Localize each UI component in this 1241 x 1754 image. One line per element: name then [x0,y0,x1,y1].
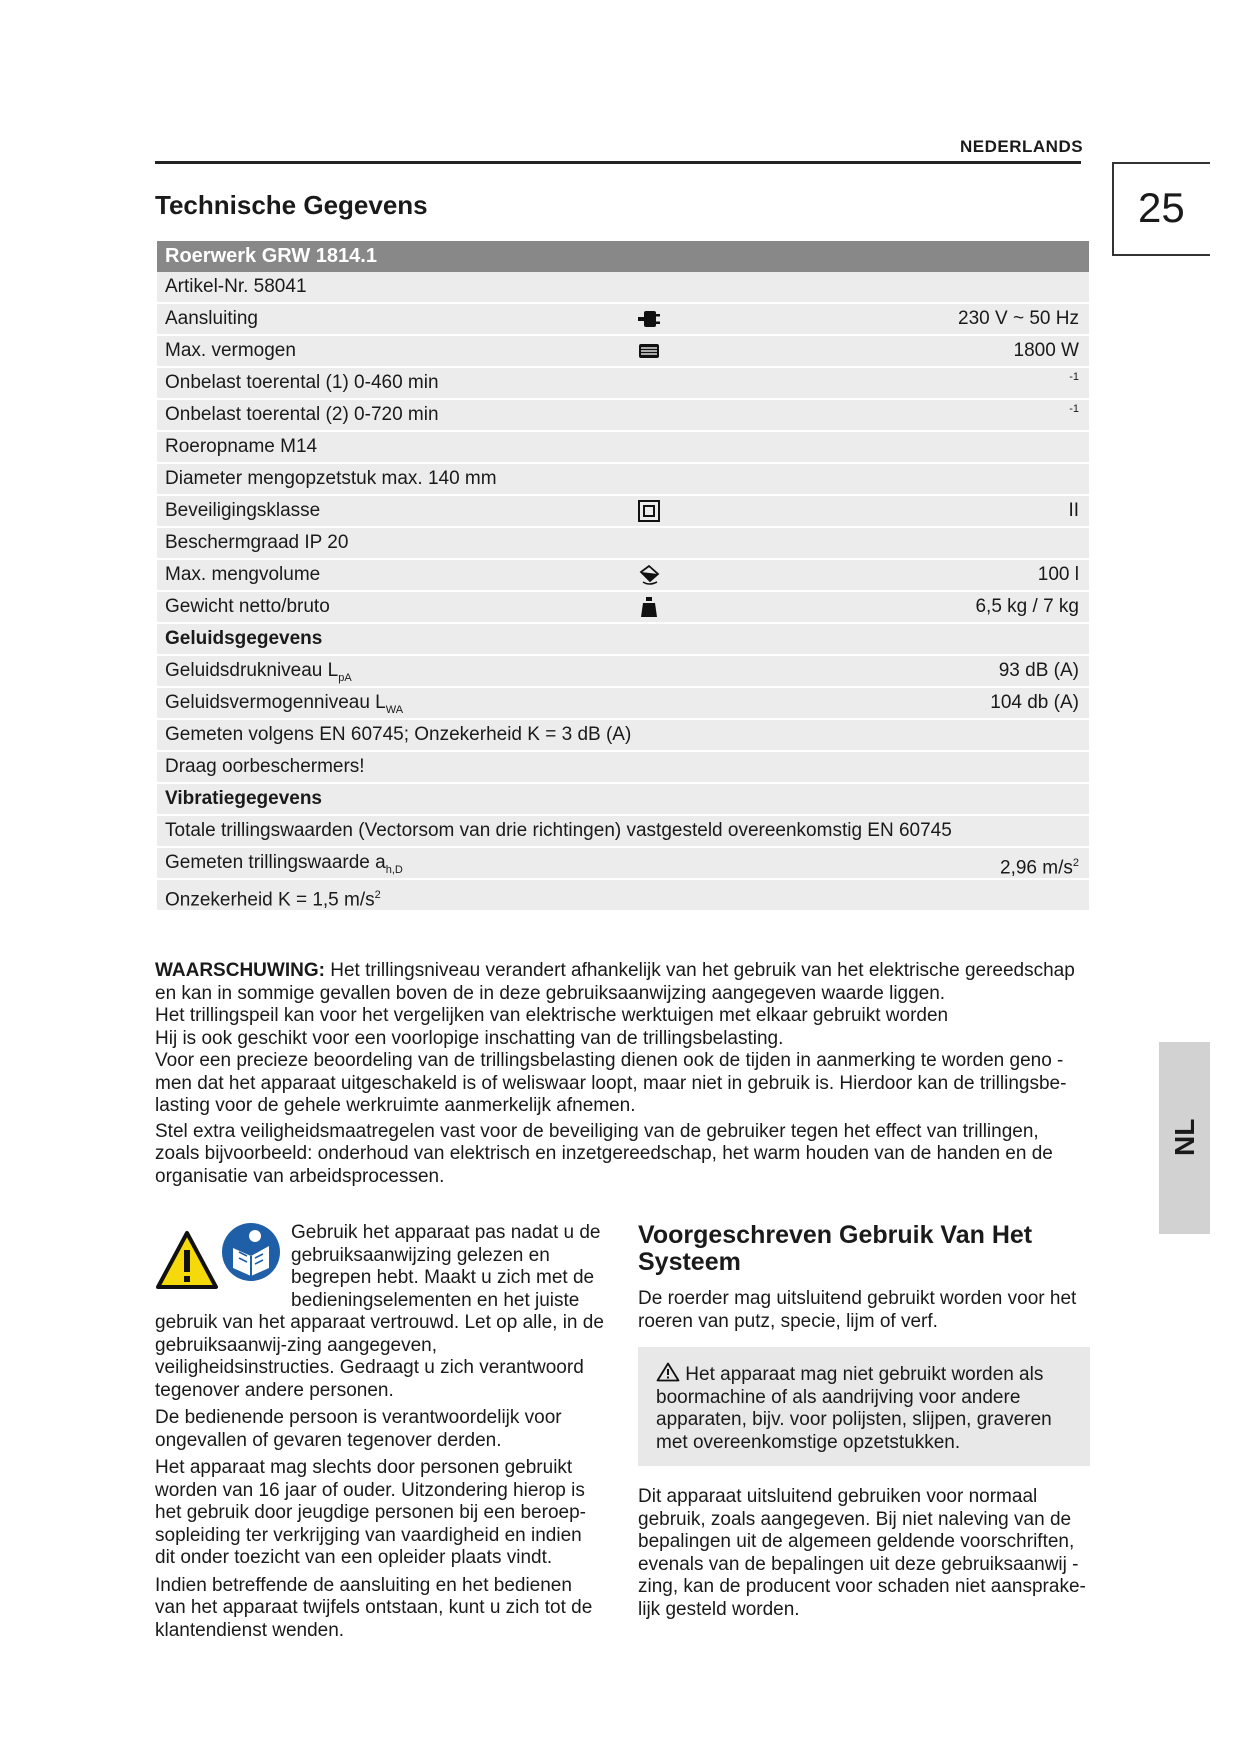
spec-value: 100 l [1037,564,1079,585]
spec-unit-superscript: -1 [1069,371,1079,383]
spec-value: 6,5 kg / 7 kg [975,596,1079,617]
spec-row-sound-heading [157,624,1089,656]
spec-unit-superscript: -1 [1069,403,1079,415]
double-insulation-icon [637,500,661,522]
warning-text: Het trillingsniveau verandert afhankelijk van het gebruik van het elektrische gereedschap en kan in sommige gevallen boven de in deze gebruiksaanwijzing aangegeven waarde liggen. [155,960,1075,1004]
spec-table [157,241,1089,912]
warning-line: Hij is ook geschikt voor een voorlopige inschatting van de trillingsbelasting. [155,1027,784,1049]
spec-label: Beveiligingsklasse [165,500,321,521]
warning-line: Stel extra veiligheidsmaatregelen vast voor de beveiliging van de gebruiker tegen het effect van trillingen, zoals bijvoorbeeld: onderhoud van elektrisch en inzetgereedschap, het warm houden van de handen en de organisatie van arbeidsprocessen. [155,1120,1053,1187]
spec-row-volume [157,560,1089,592]
spec-label: Diameter mengopzetstuk max. 140 mm [165,468,497,489]
spec-label: Gewicht netto/bruto [165,596,330,617]
language-header: NEDERLANDS [960,137,1084,156]
spec-label: Aansluiting [165,308,258,329]
intended-use-heading: Voorgeschreven Gebruik Van Het Systeem [638,1221,1033,1276]
spec-value: 230 V ~ 50 Hz [958,308,1079,329]
spec-label [165,880,381,915]
motor-icon [637,340,661,362]
page-number: 25 [1138,184,1185,231]
sound-pressure-subscript: pA [338,671,352,684]
vibration-measured-label: Gemeten trillingswaarde a [165,852,386,873]
spec-row-diameter [157,464,1089,496]
spec-label: Onbelast toerental (1) 0-460 min [165,372,439,393]
spec-value: 93 dB (A) [998,660,1079,681]
spec-row-ear-protection [157,752,1089,784]
spec-value [1000,848,1079,883]
vibration-measured-subscript: h,D [385,863,403,876]
spec-value: 1800 W [1013,340,1079,361]
sound-section-heading: Geluidsgegevens [165,628,323,649]
spec-row-speed-1 [157,368,1089,400]
spec-label: Onbelast toerental (2) 0-720 min [165,404,439,425]
language-side-tab [1159,1042,1210,1234]
bucket-icon [637,564,661,586]
read-manual-icon [221,1222,281,1282]
warning-line: Voor een precieze beoordeling van de trillingsbelasting dienen ook de tijden in aanmerking te worden geno - men dat het apparaat uitgeschakeld is of weliswaar loopt, maar niet in gebruik is. Hierdoor kan de trillingsbe-lasting voor de gehele werkruimte aanmerkelijk afnemen. [155,1050,1067,1116]
vibration-section-heading: Vibratiegegevens [165,788,323,809]
intended-use-column [638,1222,1090,1621]
sound-power-label: Geluidsvermogenniveau L [165,692,386,713]
safety-paragraph: Het apparaat mag slechts door personen gebruikt worden van 16 jaar of ouder. Uitzondering hierop is het gebruik door jeugdige personen bij een beroep-sopleiding ter verkrijging van vaardigheid en indien dit onder toezicht van een opleider plaats vindt. [155,1457,586,1568]
spec-row-ip [157,528,1089,560]
spec-table-heading: Roerwerk GRW 1814.1 [157,241,1089,272]
caution-triangle-icon [656,1362,680,1382]
spec-label: Beschermgraad IP 20 [165,532,349,553]
spec-value: II [1068,500,1079,521]
spec-row-speed-2 [157,400,1089,432]
spec-label: Max. vermogen [165,340,296,361]
warning-triangle-icon [155,1230,219,1292]
warning-paragraph [155,960,1085,1005]
warning-label: WAARSCHUWING: [155,960,325,981]
spec-row-sound-power [157,688,1089,720]
safety-intro: Gebruik het apparaat pas nadat u de gebruiksaanwijzing gelezen en begrepen hebt. Maakt u zich met de bedieningselementen en het juiste gebruik van het apparaat vertrouwd. Let op alle, in de gebruiksaanwij-zing aangegeven, veiligheidsinstructies. Gedraagt u zich verantwoord tegenover andere personen. [155,1222,604,1401]
spec-row-sound-measured [157,720,1089,752]
spec-row-chuck [157,432,1089,464]
spec-label: Roeropname M14 [165,436,318,457]
spec-label: Draag oorbeschermers! [165,756,365,777]
vibration-uncertainty-superscript: 2 [374,889,381,901]
spec-label: Totale trillingswaarden (Vectorsom van drie richtingen) vastgesteld overeenkomstig EN 60745 [165,820,952,841]
header-rule [155,161,1081,164]
safety-icons [155,1222,283,1292]
intended-use-paragraph: Dit apparaat uitsluitend gebruiken voor normaal gebruik, zoals aangegeven. Bij niet naleving van de bepalingen uit de algemeen geldende voorschriften, evenals van de bepalingen uit deze gebruiksaanwij -zing, kan de producent voor schaden niet aansprake-lijk gesteld worden. [638,1486,1086,1620]
sound-power-subscript: WA [385,703,404,716]
spec-label: Gemeten volgens EN 60745; Onzekerheid K = 3 dB (A) [165,724,632,745]
warning-block [155,960,1085,1188]
spec-label: Artikel-Nr. 58041 [165,276,307,297]
spec-row-vibration-heading [157,784,1089,816]
spec-row-article [157,272,1089,304]
warning-line: Het trillingspeil kan voor het vergelijken van elektrische werktuigen met elkaar gebruikt worden [155,1005,949,1026]
spec-value: 104 db (A) [990,692,1079,713]
safety-paragraph: De bedienende persoon is verantwoordelijk voor ongevallen of gevaren tegenover derden. [155,1407,562,1451]
spec-row-sound-pressure [157,656,1089,688]
sound-pressure-label: Geluidsdrukniveau L [165,660,339,681]
spec-row-power [157,336,1089,368]
spec-row-vibration-measured [157,848,1089,880]
spec-label: Max. mengvolume [165,564,321,585]
notice-text: Het apparaat mag niet gebruikt worden als boormachine of als aandrijving voor andere apparaten, bijv. voor polijsten, slijpen, graveren met overeenkomstige opzetstukken. [656,1364,1052,1453]
page-number-box [1112,162,1210,256]
spec-row-protection-class [157,496,1089,528]
vibration-measured-superscript: 2 [1072,857,1079,869]
vibration-measured-value: 2,96 m/s [1000,857,1073,879]
safety-column [155,1222,607,1647]
spec-row-vibration-total [157,816,1089,848]
vibration-uncertainty-label: Onzekerheid K = 1,5 m/s [165,889,375,911]
spec-row-weight [157,592,1089,624]
language-tab-label: NL [1169,1118,1200,1156]
spec-row-connection [157,304,1089,336]
page-title: Technische Gegevens [155,190,428,220]
spec-row-vibration-uncertainty [157,880,1089,912]
intended-use-paragraph: De roerder mag uitsluitend gebruikt worden voor het roeren van putz, specie, lijm of verf. [638,1288,1077,1332]
weight-icon [637,596,661,618]
notice-box [638,1347,1090,1466]
plug-icon [637,308,661,330]
safety-paragraph: Indien betreffende de aansluiting en het bedienen van het apparaat twijfels ontstaan, kunt u zich tot de klantendienst wenden. [155,1574,593,1641]
